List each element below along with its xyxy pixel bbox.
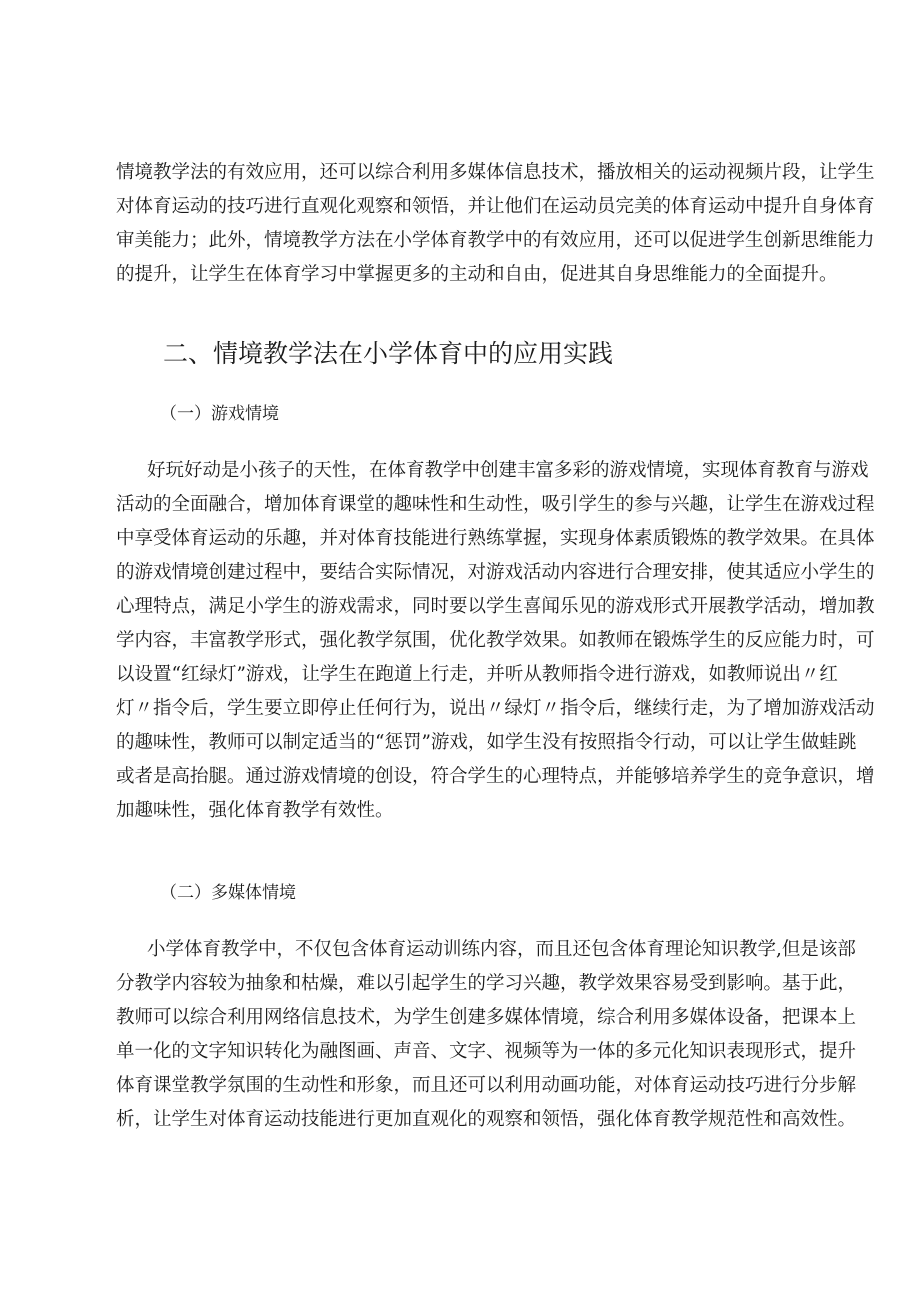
paragraph-line: 中享受体育运动的乐趣，并对体育技能进行熟练掌握，实现身体素质锻炼的教学效果。在具体: [116, 528, 875, 549]
paragraph-line: 好玩好动是小孩子的天性，在体育教学中创建丰富多彩的游戏情境，实现体育教育与游戏: [147, 460, 869, 481]
paragraph-line: 的趣味性，教师可以制定适当的“惩罚”游戏，如学生没有按照指令行动，可以让学生做蛙跳: [116, 732, 857, 753]
subsection-1-title: （一）游戏情境: [160, 404, 279, 424]
paragraph-line: 以设置“红绿灯”游戏，让学生在跑道上行走，并听从教师指令进行游戏，如教师说出〃红: [116, 664, 838, 685]
subsection-2-title: （二）多媒体情境: [160, 883, 296, 903]
paragraph-line: 学内容，丰富教学形式，强化教学氛围，优化教学效果。如教师在锻炼学生的反应能力时，可: [116, 630, 875, 651]
paragraph-line: 析，让学生对体育运动技能进行更加直观化的观察和领悟，强化体育教学规范性和高效性。: [116, 1109, 857, 1130]
paragraph-line: 活动的全面融合，增加体育课堂的趣味性和生动性，吸引学生的参与兴趣，让学生在游戏过程: [116, 494, 875, 515]
paragraph-line: 心理特点，满足小学生的游戏需求，同时要以学生喜闻乐见的游戏形式开展教学活动，增加教: [116, 596, 875, 617]
paragraph-line: 灯〃指令后，学生要立即停止任何行为，说出〃绿灯〃指令后，继续行走，为了增加游戏活动: [116, 698, 875, 719]
paragraph-line: 体育课堂教学氛围的生动性和形象，而且还可以利用动画功能，对体育运动技巧进行分步解: [116, 1075, 857, 1096]
paragraph-line: 审美能力；此外，情境教学方法在小学体育教学中的有效应用，还可以促进学生创新思维能力: [116, 230, 875, 251]
paragraph-line: 教师可以综合利用网络信息技术，为学生创建多媒体情境，综合利用多媒体设备，把课本上: [116, 1007, 857, 1028]
section-heading: 二、情境教学法在小学体育中的应用实践: [163, 339, 614, 368]
paragraph-line: 小学体育教学中，不仅包含体育运动训练内容，而且还包含体育理论知识教学,但是该部: [147, 939, 856, 960]
paragraph-line: 或者是高抬腿。通过游戏情境的创设，符合学生的心理特点，并能够培养学生的竞争意识，增: [116, 766, 875, 787]
paragraph-line: 分教学内容较为抽象和枯燥，难以引起学生的学习兴趣，教学效果容易受到影响。基于此，: [116, 973, 857, 994]
paragraph-line: 加趣味性，强化体育教学有效性。: [116, 800, 394, 821]
paragraph-line: 的游戏情境创建过程中，要结合实际情况，对游戏活动内容进行合理安排，使其适应小学生的: [116, 562, 875, 583]
paragraph-line: 情境教学法的有效应用，还可以综合利用多媒体信息技术，播放相关的运动视频片段，让学生: [116, 162, 875, 183]
paragraph-line: 单一化的文字知识转化为融图画、声音、文字、视频等为一体的多元化知识表现形式，提升: [116, 1041, 857, 1062]
paragraph-line: 的提升，让学生在体育学习中掌握更多的主动和自由，促进其自身思维能力的全面提升。: [116, 264, 838, 285]
paragraph-line: 对体育运动的技巧进行直观化观察和领悟，并让他们在运动员完美的体育运动中提升自身体育: [116, 196, 875, 217]
